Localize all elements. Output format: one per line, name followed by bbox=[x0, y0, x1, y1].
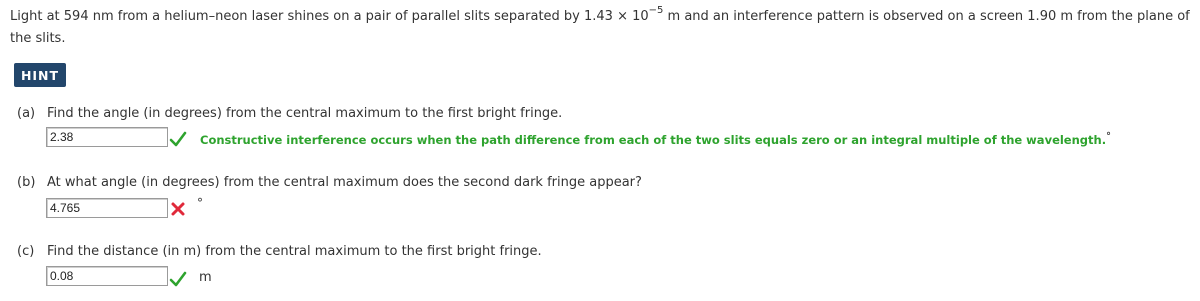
problem-text-before: Light at 594 nm from a helium–neon laser shines on a pair of parallel slits separated by 1.43 × 10 bbox=[10, 9, 649, 24]
part-c-label: (c) bbox=[17, 244, 35, 259]
part-a-label: (a) bbox=[17, 106, 36, 121]
part-a-question-text: Find the angle (in degrees) from the central maximum to the first bright fringe. bbox=[47, 106, 563, 121]
part-a-answer-field[interactable]: 2.38 bbox=[46, 127, 168, 147]
part-a-question bbox=[17, 106, 562, 121]
correct-check-icon bbox=[169, 270, 187, 288]
hint-button[interactable]: HINT bbox=[14, 63, 66, 87]
part-c-unit: m bbox=[199, 270, 212, 285]
part-c-answer-field[interactable]: 0.08 bbox=[46, 266, 168, 286]
incorrect-x-icon bbox=[169, 200, 187, 218]
problem-exponent: −5 bbox=[648, 4, 664, 16]
part-c-question bbox=[17, 244, 542, 259]
part-c-question-text: Find the distance (in m) from the central maximum to the first bright fringe. bbox=[47, 244, 542, 259]
part-a-unit: ° bbox=[1106, 131, 1111, 142]
problem-statement bbox=[10, 6, 1190, 50]
part-b-answer-field[interactable]: 4.765 bbox=[46, 198, 168, 218]
correct-check-icon bbox=[169, 130, 187, 148]
part-b-unit: ° bbox=[197, 196, 203, 210]
part-a-feedback-text: Constructive interference occurs when the path difference from each of the two slits equals zero or an integral multiple of the wavelength. bbox=[200, 132, 1107, 147]
part-b-question bbox=[17, 175, 642, 190]
part-b-question-text: At what angle (in degrees) from the central maximum does the second dark fringe appear? bbox=[47, 175, 642, 190]
part-a-feedback bbox=[200, 131, 1111, 147]
part-b-label: (b) bbox=[17, 175, 36, 190]
problem-text-after: m and an interference pattern is observed on a screen 1.90 m from the plane of the slits. bbox=[10, 9, 1190, 46]
